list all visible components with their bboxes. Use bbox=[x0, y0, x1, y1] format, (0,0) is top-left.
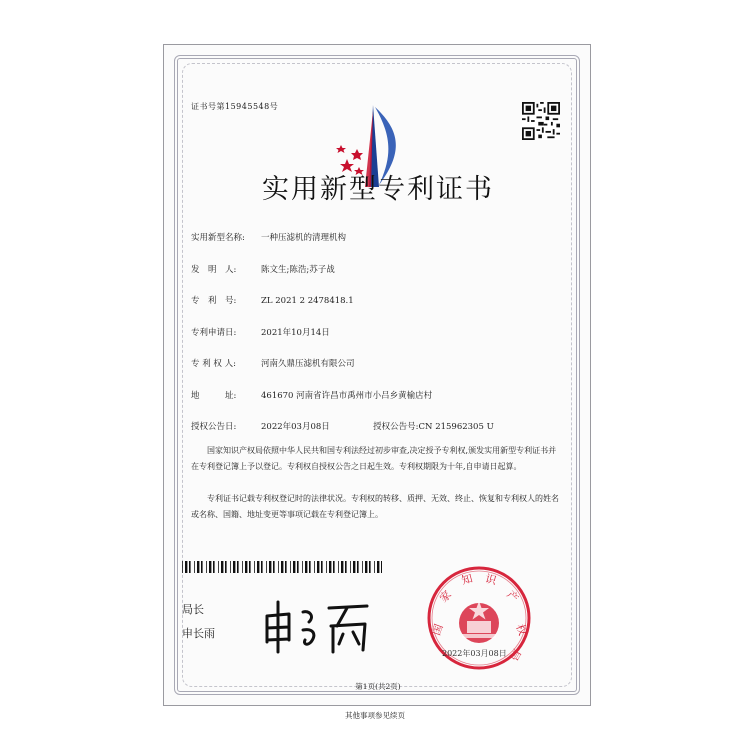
barcode-icon bbox=[182, 561, 382, 573]
field-label: 授权公告日: bbox=[191, 422, 237, 432]
field-label: 发 明 人: bbox=[191, 265, 237, 275]
field-value: 河南久鼎压滤机有限公司 bbox=[261, 359, 355, 369]
field-utility-name bbox=[191, 231, 346, 243]
qr-code-icon bbox=[522, 102, 560, 140]
field-address bbox=[191, 389, 432, 401]
grant-statement: 国家知识产权局依照中华人民共和国专利法经过初步审查,决定授予专利权,颁发实用新型专利证书并在专利登记簿上予以登记。专利权自授权公告之日起生效。专利权期限为十年,自申请日起算。 bbox=[191, 446, 557, 471]
field-inventors bbox=[191, 263, 335, 275]
svg-text:国: 国 bbox=[429, 622, 446, 638]
svg-text:家: 家 bbox=[437, 588, 455, 606]
field-label: 专 利 权 人: bbox=[191, 359, 236, 369]
field-label: 专 利 号: bbox=[191, 296, 237, 306]
field-label: 地 址: bbox=[191, 391, 237, 401]
field-value: ZL 2021 2 2478418.1 bbox=[261, 296, 354, 306]
svg-text:识: 识 bbox=[483, 571, 498, 588]
field-value: 2021年10月14日 bbox=[261, 328, 330, 338]
svg-text:产: 产 bbox=[503, 588, 521, 606]
field-application-date bbox=[191, 326, 330, 338]
continuation-note: 其他事项参见续页 bbox=[345, 711, 405, 720]
field-patentee bbox=[191, 357, 355, 369]
page-indicator: 第1页(共2页) bbox=[355, 682, 401, 691]
certificate-number: 证书号第15945548号 bbox=[191, 102, 279, 111]
director-signature-icon bbox=[259, 590, 379, 660]
patent-certificate bbox=[163, 44, 591, 706]
svg-text:知: 知 bbox=[460, 571, 475, 588]
director-name: 申长雨 bbox=[182, 627, 215, 640]
field-grant-date bbox=[191, 420, 494, 432]
field-label: 实用新型名称: bbox=[191, 233, 245, 243]
field-label: 授权公告号: bbox=[373, 422, 419, 432]
field-value: 一种压滤机的清理机构 bbox=[261, 233, 347, 243]
field-value: 陈文生;陈浩;苏子战 bbox=[261, 265, 335, 275]
field-label: 专利申请日: bbox=[191, 328, 237, 338]
svg-text:权: 权 bbox=[513, 622, 530, 638]
director-title: 局长 bbox=[182, 603, 204, 616]
field-patent-number bbox=[191, 294, 354, 306]
svg-text:局: 局 bbox=[506, 646, 524, 663]
field-value: 2022年03月08日 bbox=[261, 422, 330, 432]
seal-date: 2022年03月08日 bbox=[442, 649, 507, 658]
legal-status-statement: 专利证书记载专利权登记时的法律状况。专利权的转移、质押、无效、终止、恢复和专利权人的姓名或名称、国籍、地址变更等事项记载在专利登记簿上。 bbox=[191, 494, 559, 519]
certificate-title: 实用新型专利证书 bbox=[262, 174, 494, 205]
field-value: 461670 河南省许昌市禹州市小吕乡黄榆店村 bbox=[261, 391, 433, 401]
field-value: CN 215962305 U bbox=[418, 422, 494, 432]
